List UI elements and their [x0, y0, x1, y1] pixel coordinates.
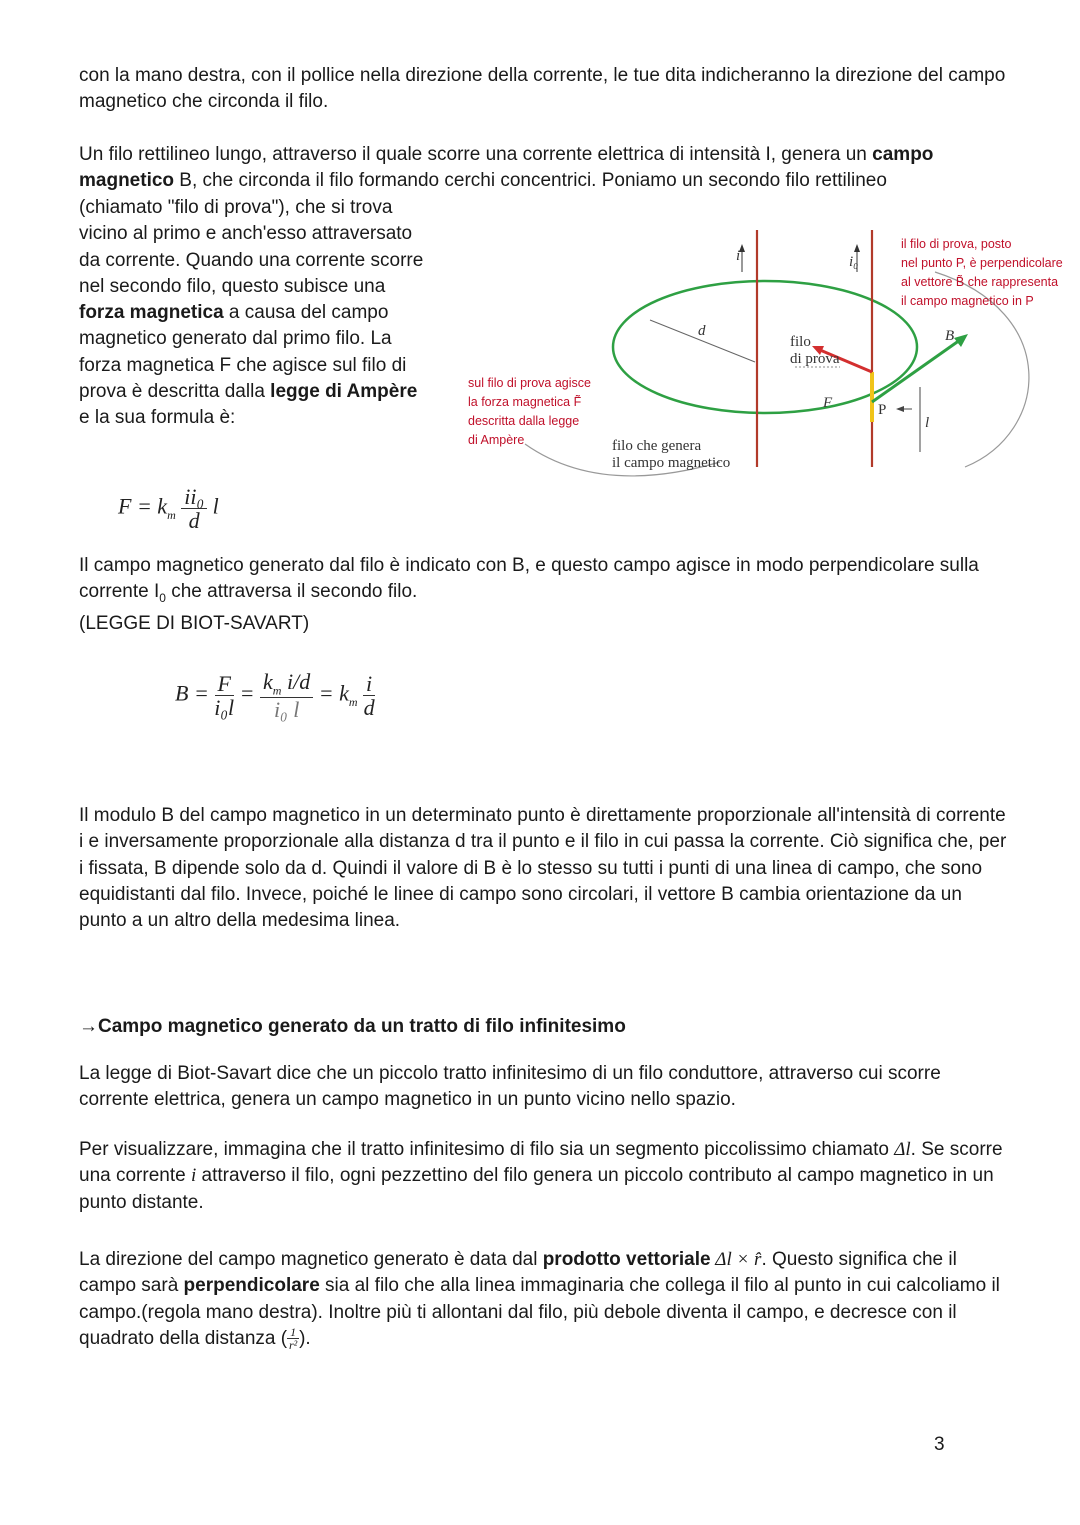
section-heading: →Campo magnetico generato da un tratto di filo infinitesimo: [79, 1016, 626, 1037]
current-i-label: i: [736, 248, 741, 264]
formula-field: B = $\frac{F}{\text{i₀l}}$ = $\frac{k_m i/d}{\text{i₀ l}}$ = $k_m$ $\frac{i}{d}$: [175, 669, 375, 722]
vector-B-label: B: [945, 328, 955, 344]
length-l-label: l: [925, 415, 930, 431]
paragraph-biot-savart: Il campo magnetico generato dal filo è indicato con B, e questo campo agisce in modo perpendicolare sulla corrente $I_0$ che attraversa il secondo filo. (LEGGE DI BIOT-SAVART): [79, 555, 979, 635]
paragraph-wire-field: Un filo rettilineo lungo, attraverso il quale scorre una corrente elettrica di intensità I, genera un campo magnetico B, che circonda il filo formando cerchi concentrici. Poniamo un secondo filo rettilineo: [79, 144, 934, 192]
filo-prova-label: filo di prova: [790, 334, 840, 367]
page-number: 3: [934, 1434, 945, 1455]
paragraph-cross-product: La direzione del campo magnetico generato è data dal prodotto vettoriale Δl × r̂. Questo significa che il campo sarà perpendicolare sia al filo che alla linea immaginaria che collega il filo al punto in cui calcoliamo il campo.(regola mano destra). Inoltre più ti allontani dal filo, più debole diventa il campo, e decresce con il quadrato della distanza ( $\frac{1}{\text{r²}}$ ).: [79, 1249, 1000, 1353]
paragraph-right-hand-rule: con la mano destra, con il pollice nella direzione della corrente, le tue dita indicheranno la direzione del campo magnetico che circonda il filo.: [79, 65, 1006, 113]
filo-genera-label: filo che genera il campo magnetico: [612, 438, 731, 471]
paragraph-law: La legge di Biot-Savart dice che un piccolo tratto infinitesimo di un filo conduttore, attraverso cui scorre corrente elettrica, genera un campo magnetico in un punto vicino nello spazio.: [79, 1063, 941, 1111]
paragraph-test-wire: (chiamato "filo di prova"), che si trova vicino al primo e anch'esso attraversato da corrente. Quando una corrente scorre nel secondo filo, questo subisce una forza magnetica a causa del campo magnetico generato dal primo filo. La forza magnetica F che agisce sul filo di prova è descritta dalla legge di Ampère e la sua formula è:: [79, 197, 424, 429]
point-P-label: P: [878, 402, 887, 418]
distance-d-label: d: [698, 323, 706, 339]
annotation-perpendicular: il filo di prova, posto nel punto P, è perpendicolare al vettore B̃ che rappresenta il campo magnetico in P: [901, 237, 1063, 308]
current-i0-label: i₀: [849, 254, 859, 270]
ampere-force-figure: [460, 222, 1075, 482]
paragraph-modulus: Il modulo B del campo magnetico in un determinato punto è direttamente proporzionale all'intensità di corrente i e inversamente proporzionale alla distanza d tra il punto e il filo in cui passa la corrente. Ciò significa che, per i fissata, B dipende solo da d. Quindi il valore di B è lo stesso su tutti i punti di una linea di campo, che sono equidistanti dal filo. Invece, poiché le linee di campo sono circolari, il vettore B cambia orientazione da un punto a un altro della medesima linea.: [79, 805, 1007, 932]
force-F-label: F: [823, 395, 833, 411]
annotation-ampere: sul filo di prova agisce la forza magnetica F̃ descritta dalla legge di Ampère: [468, 376, 591, 447]
paragraph-visualize: Per visualizzare, immagina che il tratto infinitesimo di filo sia un segmento piccolissimo chiamato Δl. Se scorre una corrente i attraverso il filo, ogni pezzettino del filo genera un piccolo contributo al campo magnetico in un punto distante.: [79, 1139, 1003, 1213]
formula-ampere: $F = k_m$ $\frac{\text{ii₀}}{d}$ l: [118, 484, 219, 534]
